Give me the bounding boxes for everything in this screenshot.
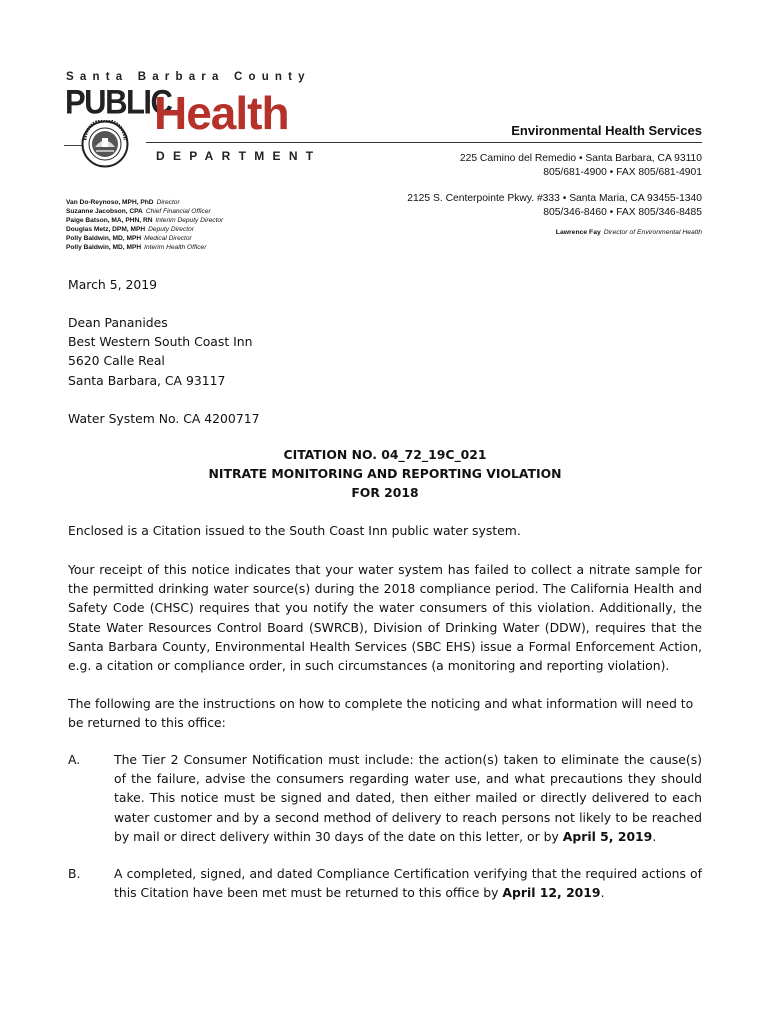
county-seal-icon [81, 120, 129, 168]
office-name: Environmental Health Services [511, 123, 702, 138]
logo-health-text: Health [154, 87, 289, 139]
header-rule [146, 142, 702, 143]
address-line: 805/681-4900 • FAX 805/681-4901 [543, 167, 702, 178]
citation-line: FOR 2018 [351, 485, 419, 501]
logo-department-text: DEPARTMENT [156, 149, 322, 163]
staff-row [66, 199, 223, 208]
staff-row [66, 244, 223, 253]
citation-title [68, 445, 702, 503]
item-deadline: April 5, 2019 [562, 828, 653, 844]
staff-title: Interim Deputy Director [155, 216, 224, 224]
staff-title: Interim Health Officer [144, 243, 207, 251]
staff-row [66, 235, 223, 244]
staff-row [66, 217, 223, 226]
staff-title: Medical Director [144, 234, 192, 242]
staff-name: Van Do-Reynoso, MPH, PhD [66, 199, 154, 206]
address-line: 2125 S. Centerpointe Pkwy. #333 • Santa Maria, CA 93455-1340 [407, 193, 702, 204]
item-text [114, 864, 702, 902]
staff-title: Director [156, 199, 180, 206]
citation-line: CITATION NO. 04_72_19C_021 [283, 447, 487, 462]
item-marker: B. [68, 866, 81, 881]
recipient-block [68, 313, 702, 390]
item-end: . [600, 885, 605, 901]
item-body: The Tier 2 Consumer Notification must include: the action(s) taken to eliminate the cause(s) of the failure, advise the consumers regarding water use, and what precautions they should take. This notice must be signed and dated, then either mailed or directly delivered to each water customer and by a second method of delivery to reach persons not likely to be reached by mail or direct delivery within 30 days of the date on this letter, or by [114, 752, 702, 844]
office-address-santa-maria [407, 192, 702, 220]
item-deadline: April 12, 2019 [502, 885, 601, 901]
address-line: 805/346-8460 • FAX 805/346-8485 [543, 207, 702, 218]
recipient-line: Dean Pananides [68, 315, 168, 330]
item-body: A completed, signed, and dated Compliance Certification verifying that the required actions of this Citation have been met must be returned to this office by [114, 866, 702, 901]
enclosed-paragraph: Enclosed is a Citation issued to the South Coast Inn public water system. [68, 523, 521, 538]
logo-public-text: PUBLIC [65, 82, 172, 122]
address-line: 225 Camino del Remedio • Santa Barbara, CA 93110 [459, 153, 702, 164]
staff-name: Douglas Metz, DPM, MPH [66, 225, 146, 233]
county-name: Santa Barbara County [66, 71, 311, 83]
item-text [114, 750, 702, 846]
staff-row [66, 226, 223, 235]
water-system-number: Water System No. CA 4200717 [68, 411, 260, 426]
staff-title: Deputy Director [148, 225, 194, 233]
item-end: . [652, 828, 657, 844]
director-name: Lawrence Fay [555, 229, 601, 236]
letter-date: March 5, 2019 [68, 277, 158, 292]
recipient-line: 5620 Calle Real [68, 353, 165, 369]
office-address-santa-barbara [460, 152, 702, 180]
staff-name: Paige Batson, MA, PHN, RN [66, 216, 153, 224]
item-marker: A. [68, 752, 81, 767]
staff-row [66, 208, 223, 217]
ehs-director [556, 229, 702, 236]
citation-line: NITRATE MONITORING AND REPORTING VIOLATION [208, 466, 562, 482]
staff-name: Polly Baldwin, MD, MPH [66, 243, 142, 251]
staff-name: Suzanne Jacobson, CPA [66, 207, 143, 215]
instructions-intro-paragraph: The following are the instructions on how to complete the noticing and what information will need to be returned to this office: [68, 696, 694, 731]
receipt-paragraph: Your receipt of this notice indicates that your water system has failed to collect a nitrate sample for the permitted drinking water source(s) during the 2018 compliance period. The California Health and Safety Code (CHSC) requires that you notify the water consumers of this violation. Additionally, the State Water Resources Control Board (SWRCB), Division of Drinking Water (DDW), requires that the Santa Barbara County, Environmental Health Services (SBC EHS) issue a Formal Enforcement Action, e.g. a citation or compliance order, in such circumstances (a monitoring and reporting violation). [68, 562, 702, 674]
staff-list [66, 199, 223, 252]
recipient-line: Santa Barbara, CA 93117 [68, 372, 226, 388]
staff-name: Polly Baldwin, MD, MPH [66, 234, 142, 242]
director-title: Director of Environmental Health [603, 229, 702, 236]
staff-title: Chief Financial Officer [145, 207, 211, 215]
recipient-line: Best Western South Coast Inn [68, 334, 253, 350]
